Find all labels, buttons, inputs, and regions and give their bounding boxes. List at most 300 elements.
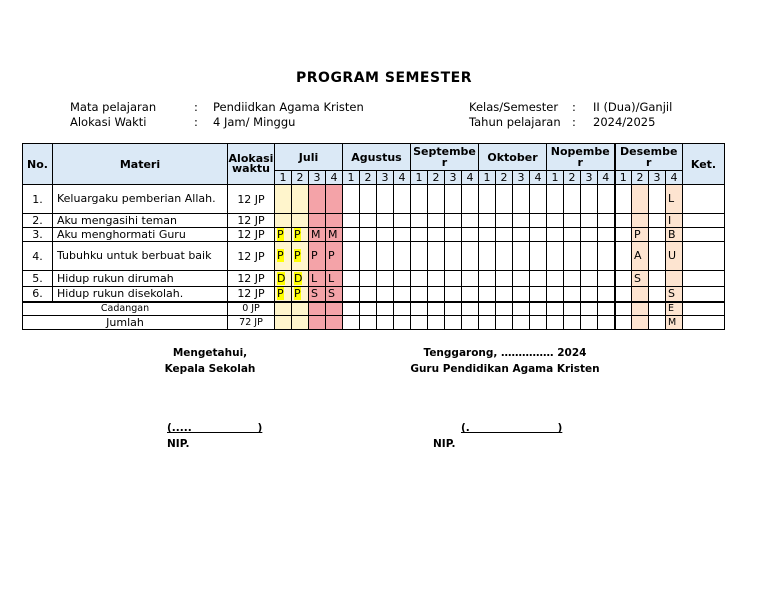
row-materi: Aku menghormati Guru	[53, 228, 228, 242]
header-week: 1	[275, 171, 292, 185]
cadangan-label: Cadangan	[23, 302, 228, 316]
juli-week-mark: D	[294, 271, 303, 285]
meta-year	[469, 115, 672, 130]
week-cell	[360, 271, 377, 287]
signature-left	[150, 345, 270, 377]
row-alokasi: 12 JP	[228, 228, 275, 242]
desember-week-cell: P	[632, 228, 649, 242]
week-cell	[581, 242, 598, 271]
juli-week-cell	[275, 242, 292, 271]
week-cell	[394, 214, 411, 228]
week-cell	[394, 302, 411, 316]
row-materi: Hidup rukun disekolah.	[53, 287, 228, 302]
week-cell	[547, 271, 564, 287]
juli-week-mark: P	[294, 227, 301, 241]
signature-right-line2: Guru Pendidikan Agama Kristen	[410, 363, 600, 375]
meta-class	[469, 100, 672, 115]
week-cell	[377, 316, 394, 330]
week-cell	[445, 214, 462, 228]
header-week: 3	[581, 171, 598, 185]
week-cell	[530, 287, 547, 302]
juli-week-mark: L	[328, 271, 335, 285]
week-cell	[479, 271, 496, 287]
juli-week-cell	[275, 228, 292, 242]
juli-week-mark: D	[277, 271, 286, 285]
header-week: 3	[445, 171, 462, 185]
week-cell	[513, 228, 530, 242]
header-month: Septembe r	[411, 144, 479, 171]
week-cell	[343, 302, 360, 316]
header-ket: Ket.	[683, 144, 725, 185]
week-cell	[411, 316, 428, 330]
juli-week-cell	[292, 302, 309, 316]
week-cell	[598, 214, 615, 228]
week-cell	[564, 228, 581, 242]
week-cell	[377, 271, 394, 287]
desember-week-cell	[615, 185, 632, 214]
header-week: 4	[326, 171, 343, 185]
juli-week-cell	[275, 214, 292, 228]
week-cell	[547, 316, 564, 330]
week-cell	[530, 316, 547, 330]
week-cell	[581, 228, 598, 242]
juli-week-mark: S	[328, 286, 335, 300]
desember-week-cell	[632, 302, 649, 316]
row-alokasi: 12 JP	[228, 185, 275, 214]
week-cell	[496, 302, 513, 316]
header-week: 3	[513, 171, 530, 185]
document-title: PROGRAM SEMESTER	[296, 70, 472, 86]
ket-cell	[683, 185, 725, 214]
week-cell	[496, 242, 513, 271]
week-cell	[360, 214, 377, 228]
header-alokasi: Alokasi waktu	[228, 144, 275, 185]
week-cell	[445, 287, 462, 302]
week-cell	[564, 287, 581, 302]
row-alokasi: 12 JP	[228, 214, 275, 228]
juli-week-mark: P	[277, 286, 284, 300]
week-cell	[513, 271, 530, 287]
week-cell	[547, 242, 564, 271]
row-materi: Hidup rukun dirumah	[53, 271, 228, 287]
week-cell	[581, 185, 598, 214]
row-alokasi: 12 JP	[228, 242, 275, 271]
week-cell	[581, 214, 598, 228]
desember-week-cell	[649, 242, 666, 271]
week-cell	[479, 316, 496, 330]
week-cell	[581, 302, 598, 316]
week-cell	[394, 228, 411, 242]
desember-week-cell: U	[666, 242, 683, 271]
desember-week-cell	[649, 228, 666, 242]
ket-cell	[683, 242, 725, 271]
header-week: 4	[462, 171, 479, 185]
row-number: 5.	[23, 271, 53, 287]
week-cell	[530, 228, 547, 242]
juli-week-cell	[275, 316, 292, 330]
week-cell	[530, 302, 547, 316]
week-cell	[496, 316, 513, 330]
week-cell	[343, 287, 360, 302]
row-materi: Keluargaku pemberian Allah.	[53, 185, 228, 214]
week-cell	[513, 302, 530, 316]
jumlah-alokasi: 72 JP	[228, 316, 275, 330]
week-cell	[564, 316, 581, 330]
week-cell	[462, 185, 479, 214]
juli-week-cell	[326, 185, 343, 214]
week-cell	[462, 271, 479, 287]
juli-week-cell	[292, 287, 309, 302]
juli-week-cell	[326, 242, 343, 271]
desember-week-cell	[632, 185, 649, 214]
week-cell	[411, 302, 428, 316]
juli-week-cell	[326, 271, 343, 287]
header-week: 4	[394, 171, 411, 185]
row-number: 6.	[23, 287, 53, 302]
week-cell	[360, 228, 377, 242]
week-cell	[547, 185, 564, 214]
week-cell	[479, 302, 496, 316]
week-cell	[377, 242, 394, 271]
desember-week-cell	[615, 316, 632, 330]
table-row	[23, 271, 725, 287]
desember-week-cell	[649, 302, 666, 316]
week-cell	[428, 287, 445, 302]
juli-week-cell	[309, 185, 326, 214]
juli-week-mark: P	[328, 249, 335, 262]
week-cell	[462, 228, 479, 242]
header-week: 2	[360, 171, 377, 185]
desember-week-cell	[666, 271, 683, 287]
week-cell	[547, 287, 564, 302]
signature-right-name: (. )	[461, 422, 563, 434]
week-cell	[360, 242, 377, 271]
desember-week-cell: A	[632, 242, 649, 271]
week-cell	[547, 302, 564, 316]
week-cell	[581, 316, 598, 330]
header-week: 2	[496, 171, 513, 185]
week-cell	[428, 302, 445, 316]
week-cell	[581, 287, 598, 302]
header-week: 4	[598, 171, 615, 185]
week-cell	[428, 271, 445, 287]
week-cell	[479, 185, 496, 214]
week-cell	[428, 316, 445, 330]
program-semester-table	[22, 143, 725, 330]
header-week: 3	[649, 171, 666, 185]
header-month: Nopembe r	[547, 144, 615, 171]
desember-week-cell	[649, 287, 666, 302]
week-cell	[513, 214, 530, 228]
table-row	[23, 287, 725, 302]
week-cell	[394, 271, 411, 287]
week-cell	[496, 287, 513, 302]
desember-week-cell	[632, 316, 649, 330]
row-materi: Aku mengasihi teman	[53, 214, 228, 228]
juli-week-cell	[326, 228, 343, 242]
meta-subject-label: Mata pelajaran	[70, 100, 157, 114]
desember-week-cell	[649, 185, 666, 214]
juli-week-cell	[309, 228, 326, 242]
week-cell	[411, 185, 428, 214]
juli-week-mark: P	[277, 249, 284, 262]
week-cell	[445, 242, 462, 271]
week-cell	[530, 271, 547, 287]
signature-right-nip: NIP.	[433, 438, 456, 450]
header-week: 1	[343, 171, 360, 185]
desember-week-cell	[632, 287, 649, 302]
week-cell	[394, 287, 411, 302]
header-week: 4	[666, 171, 683, 185]
header-month: Desembe r	[615, 144, 683, 171]
week-cell	[598, 228, 615, 242]
header-week: 1	[479, 171, 496, 185]
row-alokasi: 12 JP	[228, 287, 275, 302]
week-cell	[496, 228, 513, 242]
week-cell	[377, 214, 394, 228]
header-month: Oktober	[479, 144, 547, 171]
header-week: 2	[292, 171, 309, 185]
week-cell	[564, 271, 581, 287]
week-cell	[598, 287, 615, 302]
header-week: 1	[547, 171, 564, 185]
ket-cell	[683, 228, 725, 242]
meta-year-label: Tahun pelajaran	[469, 115, 561, 129]
week-cell	[428, 214, 445, 228]
week-cell	[530, 185, 547, 214]
juli-week-mark: P	[311, 249, 318, 262]
week-cell	[360, 302, 377, 316]
juli-week-cell	[309, 316, 326, 330]
row-materi: Tubuhku untuk berbuat baik	[53, 242, 228, 271]
desember-week-cell	[615, 271, 632, 287]
meta-colon: :	[572, 100, 576, 114]
week-cell	[479, 214, 496, 228]
juli-week-cell	[292, 228, 309, 242]
meta-colon: :	[572, 115, 576, 129]
desember-week-cell: B	[666, 228, 683, 242]
week-cell	[496, 214, 513, 228]
ket-cell	[683, 214, 725, 228]
header-week: 2	[428, 171, 445, 185]
desember-week-cell	[649, 316, 666, 330]
header-week: 2	[632, 171, 649, 185]
week-cell	[445, 302, 462, 316]
juli-week-cell	[292, 242, 309, 271]
juli-week-cell	[292, 185, 309, 214]
week-cell	[445, 316, 462, 330]
desember-week-cell	[615, 302, 632, 316]
week-cell	[343, 228, 360, 242]
desember-week-cell	[615, 228, 632, 242]
week-cell	[445, 185, 462, 214]
desember-week-cell	[632, 214, 649, 228]
week-cell	[547, 214, 564, 228]
juli-week-cell	[326, 287, 343, 302]
desember-week-cell	[615, 287, 632, 302]
week-cell	[360, 316, 377, 330]
table-row	[23, 228, 725, 242]
meta-time-label: Alokasi Wakti	[70, 115, 147, 129]
juli-week-cell	[275, 287, 292, 302]
signature-left-line1: Mengetahui,	[172, 347, 248, 359]
table-row	[23, 242, 725, 271]
juli-week-cell	[292, 214, 309, 228]
juli-week-cell	[292, 271, 309, 287]
week-cell	[411, 228, 428, 242]
week-cell	[513, 287, 530, 302]
juli-week-mark: P	[294, 249, 301, 262]
week-cell	[598, 242, 615, 271]
juli-week-cell	[275, 302, 292, 316]
header-week: 3	[377, 171, 394, 185]
meta-subject	[70, 100, 364, 115]
week-cell	[377, 228, 394, 242]
desember-week-cell: E	[666, 302, 683, 316]
jumlah-label: Jumlah	[23, 316, 228, 330]
cadangan-alokasi: 0 JP	[228, 302, 275, 316]
juli-week-mark: S	[311, 286, 318, 300]
meta-class-value: II (Dua)/Ganjil	[593, 100, 673, 114]
week-cell	[377, 287, 394, 302]
ket-cell	[683, 287, 725, 302]
week-cell	[343, 214, 360, 228]
table-row	[23, 214, 725, 228]
week-cell	[360, 287, 377, 302]
week-cell	[462, 214, 479, 228]
desember-week-cell: M	[666, 316, 683, 330]
signature-left-line2: Kepala Sekolah	[164, 363, 256, 375]
header-week: 4	[530, 171, 547, 185]
meta-subject-value: Pendiidkan Agama Kristen	[213, 100, 364, 114]
meta-left	[70, 100, 364, 130]
week-cell	[462, 287, 479, 302]
meta-time	[70, 115, 364, 130]
week-cell	[564, 242, 581, 271]
juli-week-cell	[309, 287, 326, 302]
week-cell	[479, 242, 496, 271]
signature-left-name: (..... )	[167, 422, 263, 434]
week-cell	[343, 316, 360, 330]
week-cell	[428, 228, 445, 242]
week-cell	[513, 316, 530, 330]
row-number: 2.	[23, 214, 53, 228]
week-cell	[496, 185, 513, 214]
juli-week-cell	[326, 316, 343, 330]
juli-week-mark: M	[311, 227, 321, 241]
week-cell	[564, 214, 581, 228]
desember-week-cell: L	[666, 185, 683, 214]
table-row-jumlah	[23, 316, 725, 330]
desember-week-cell: S	[666, 287, 683, 302]
week-cell	[343, 271, 360, 287]
week-cell	[445, 228, 462, 242]
week-cell	[428, 242, 445, 271]
header-month: Juli	[275, 144, 343, 171]
week-cell	[462, 316, 479, 330]
meta-colon: :	[194, 100, 198, 114]
desember-week-cell	[649, 271, 666, 287]
meta-class-label: Kelas/Semester	[469, 100, 559, 114]
juli-week-cell	[326, 214, 343, 228]
ket-cell	[683, 302, 725, 316]
ket-cell	[683, 316, 725, 330]
week-cell	[479, 287, 496, 302]
juli-week-cell	[309, 214, 326, 228]
week-cell	[394, 242, 411, 271]
week-cell	[411, 271, 428, 287]
signature-left-nip: NIP.	[167, 438, 190, 450]
week-cell	[343, 242, 360, 271]
header-week: 2	[564, 171, 581, 185]
week-cell	[530, 242, 547, 271]
week-cell	[445, 271, 462, 287]
week-cell	[598, 316, 615, 330]
week-cell	[496, 271, 513, 287]
juli-week-cell	[309, 242, 326, 271]
week-cell	[462, 302, 479, 316]
row-alokasi: 12 JP	[228, 271, 275, 287]
week-cell	[598, 302, 615, 316]
week-cell	[411, 242, 428, 271]
desember-week-cell: I	[666, 214, 683, 228]
header-materi: Materi	[53, 144, 228, 185]
table-row	[23, 185, 725, 214]
row-number: 4.	[23, 242, 53, 271]
week-cell	[377, 302, 394, 316]
desember-week-cell	[649, 214, 666, 228]
week-cell	[394, 185, 411, 214]
week-cell	[513, 185, 530, 214]
week-cell	[462, 242, 479, 271]
meta-year-value: 2024/2025	[593, 115, 656, 129]
week-cell	[513, 242, 530, 271]
juli-week-mark: L	[311, 271, 318, 285]
header-month: Agustus	[343, 144, 411, 171]
week-cell	[411, 214, 428, 228]
desember-week-cell: S	[632, 271, 649, 287]
juli-week-cell	[309, 302, 326, 316]
week-cell	[411, 287, 428, 302]
week-cell	[343, 185, 360, 214]
meta-right	[469, 100, 672, 130]
juli-week-mark: M	[328, 227, 338, 241]
week-cell	[547, 228, 564, 242]
ket-cell	[683, 271, 725, 287]
row-number: 3.	[23, 228, 53, 242]
juli-week-mark: P	[277, 227, 284, 241]
week-cell	[564, 302, 581, 316]
week-cell	[564, 185, 581, 214]
juli-week-cell	[326, 302, 343, 316]
juli-week-cell	[275, 271, 292, 287]
week-cell	[598, 185, 615, 214]
week-cell	[581, 271, 598, 287]
meta-colon: :	[194, 115, 198, 129]
signature-right	[405, 345, 605, 377]
week-cell	[479, 228, 496, 242]
table-row-cadangan	[23, 302, 725, 316]
week-cell	[530, 214, 547, 228]
header-no: No.	[23, 144, 53, 185]
week-cell	[377, 185, 394, 214]
week-cell	[428, 185, 445, 214]
juli-week-cell	[309, 271, 326, 287]
desember-week-cell	[615, 214, 632, 228]
juli-week-mark: P	[294, 286, 301, 300]
week-cell	[394, 316, 411, 330]
week-cell	[360, 185, 377, 214]
